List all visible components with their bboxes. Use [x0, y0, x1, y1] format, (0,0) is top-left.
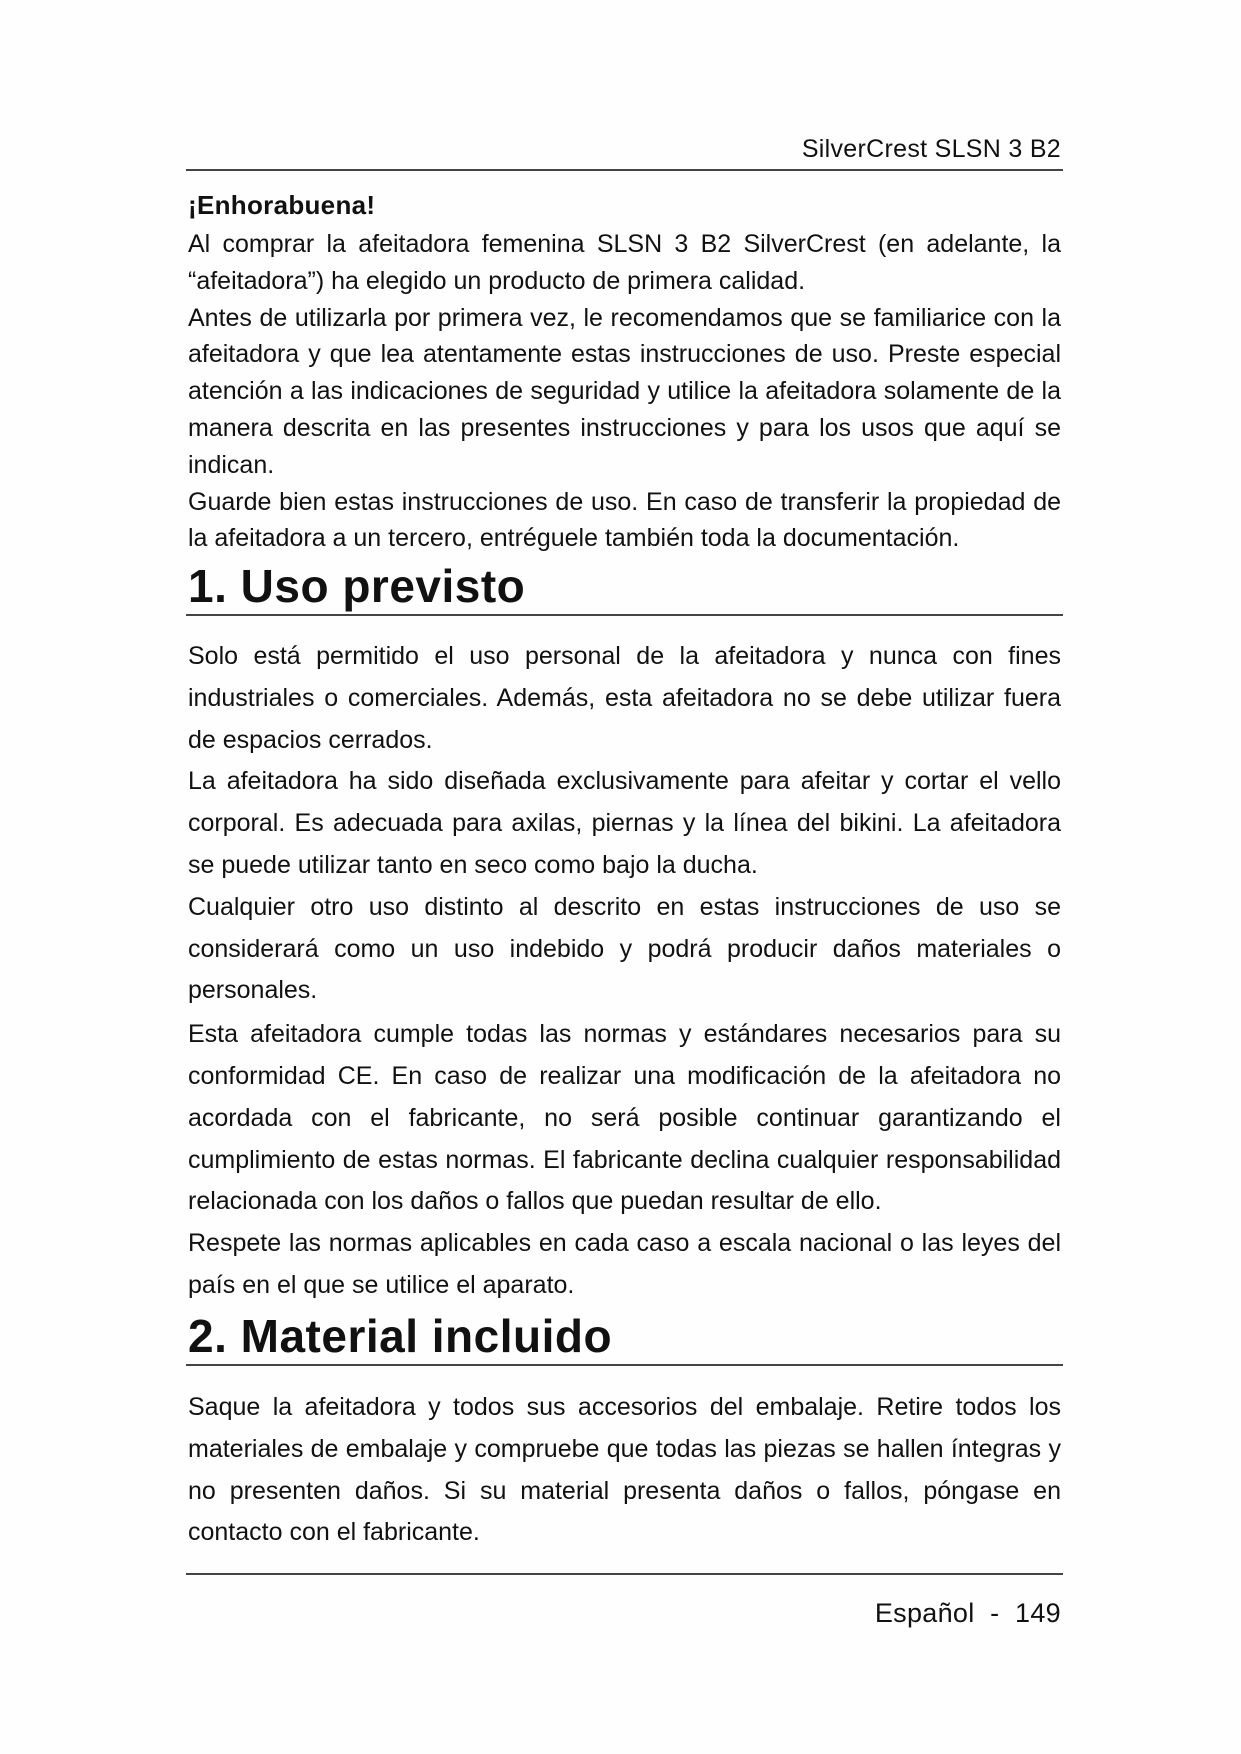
section-1-paragraph-3: Cualquier otro uso distinto al descrito en estas instrucciones de uso se considerará como un uso indebido y podrá producir daños materiales o personales.	[188, 892, 1061, 1005]
intro-text	[188, 226, 1061, 557]
section-1-paragraph-5: Respete las normas aplicables en cada caso a escala nacional o las leyes del país en el que se utilice el aparato.	[188, 1229, 1061, 1299]
intro-paragraph-3: Guarde bien estas instrucciones de uso. En caso de transferir la propiedad de la afeitadora a un tercero, entréguele también toda la documentación.	[188, 487, 1061, 553]
footer-rule	[186, 1573, 1063, 1575]
section-2-paragraph-1: Saque la afeitadora y todos sus accesorios del embalaje. Retire todos los materiales de embalaje y compruebe que todas las piezas se hallen íntegras y no presenten daños. Si su material presenta daños o fallos, póngase en contacto con el fabricante.	[188, 1393, 1061, 1547]
section-2-title: 2. Material incluido	[188, 1310, 613, 1362]
section-2-text	[188, 1387, 1061, 1554]
running-header: SilverCrest SLSN 3 B2	[801, 135, 1061, 163]
section-1-paragraph-2: La afeitadora ha sido diseñada exclusivamente para afeitar y cortar el vello corporal. Es adecuada para axilas, piernas y la línea del bikini. La afeitadora se puede utilizar tanto en seco como bajo la ducha.	[188, 767, 1061, 879]
section-1-rule	[186, 614, 1063, 616]
page-footer: Español - 149	[874, 1598, 1061, 1628]
section-1-text	[188, 636, 1061, 1307]
section-1-paragraph-1: Solo está permitido el uso personal de la afeitadora y nunca con fines industriales o comerciales. Además, esta afeitadora no se debe utilizar fuera de espacios cerrados.	[188, 642, 1061, 754]
intro-heading: ¡Enhorabuena!	[188, 190, 376, 220]
intro-paragraph-2: Antes de utilizarla por primera vez, le recomendamos que se familiarice con la afeitadora y que lea atentamente estas instrucciones de uso. Preste especial atención a las indicaciones de seguridad y utilice la afeitadora solamente de la manera descrita en las presentes instrucciones y para los usos que aquí se indican.	[188, 303, 1061, 479]
intro-paragraph-1: Al comprar la afeitadora femenina SLSN 3 B2 SilverCrest (en adelante, la “afeitadora”) ha elegido un producto de primera calidad.	[188, 230, 1061, 295]
section-1-paragraph-4: Esta afeitadora cumple todas las normas y estándares necesarios para su conformidad CE. En caso de realizar una modificación de la afeitadora no acordada con el fabricante, no será posible continuar garantizando el cumplimiento de estas normas. El fabricante declina cualquier responsabilidad relacionada con los daños o fallos que puedan resultar de ello.	[188, 1020, 1061, 1216]
header-rule	[186, 169, 1063, 171]
section-2-rule	[186, 1364, 1063, 1366]
section-1-title: 1. Uso previsto	[188, 560, 526, 612]
